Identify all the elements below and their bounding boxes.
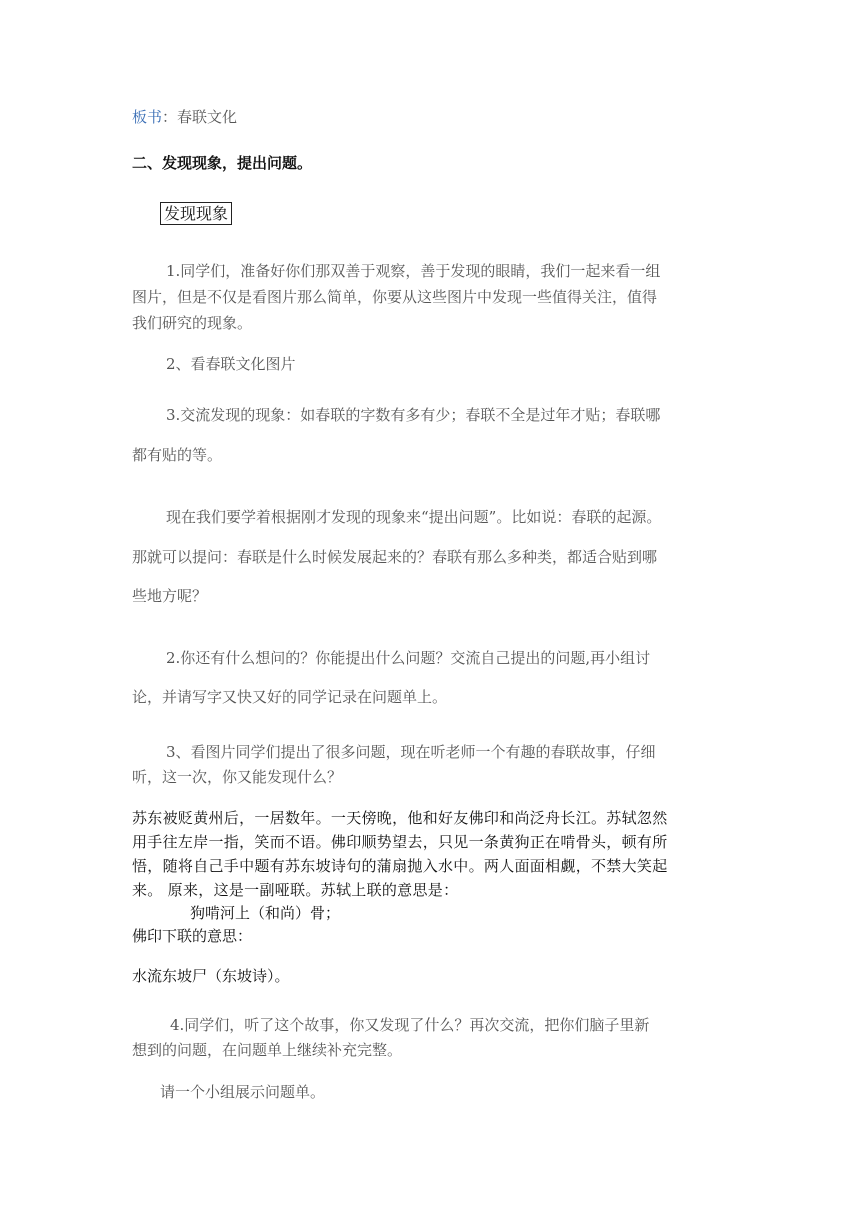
para1-line3: 我们研究的现象。 <box>132 314 253 332</box>
story-line4: 来。 原来，这是一副哑联。苏轼上联的意思是： <box>132 881 459 899</box>
para4-line1: 现在我们要学着根据刚才发现的现象来“提出问题”。比如说：春联的起源。 <box>166 508 662 526</box>
para5-line1: 2.你还有什么想问的？你能提出什么问题？交流自己提出的问题,再小组讨 <box>166 649 651 667</box>
story-line2: 用手往左岸一指，笑而不语。佛印顺势望去，只见一条黄狗正在啃骨头，顿有所 <box>132 833 668 851</box>
para6-line2: 听，这一次，你又能发现什么？ <box>132 768 343 786</box>
story-line3: 悟，随将自己手中题有苏东坡诗句的蒲扇抛入水中。两人面面相觑，不禁大笑起 <box>132 857 668 875</box>
para8: 请一个小组展示问题单。 <box>160 1083 326 1101</box>
para4-line2: 那就可以提问：春联是什么时候发展起来的？春联有那么多种类，都适合贴到哪 <box>132 548 658 566</box>
story-line1: 苏东被贬黄州后，一居数年。一天傍晚，他和好友佛印和尚泛舟长江。苏轼忽然 <box>132 809 668 827</box>
board-value: 春联文化 <box>177 108 238 126</box>
para3-line2: 都有贴的等。 <box>132 446 223 464</box>
para3-line1: 3.交流发现的现象：如春联的字数有多有少；春联不全是过年才贴；春联哪 <box>166 406 661 424</box>
discover-box-wrap <box>160 204 232 224</box>
para7-line2: 想到的问题，在问题单上继续补充完整。 <box>132 1041 403 1059</box>
discover-phenomenon-box: 发现现象 <box>160 202 232 225</box>
para5-line2: 论，并请写字又快又好的同学记录在问题单上。 <box>132 688 448 706</box>
board-label: 板书 <box>132 108 163 126</box>
board-separator: ： <box>162 108 178 126</box>
para4-line3: 些地方呢？ <box>132 587 208 605</box>
para6-line1: 3、看图片同学们提出了很多问题，现在听老师一个有趣的春联故事，仔细 <box>166 743 656 761</box>
story-line6: 佛印下联的意思： <box>132 927 253 945</box>
section-heading: 二、发现现象，提出问题。 <box>132 154 313 172</box>
para7-line1: 4.同学们，听了这个故事，你又发现了什么？再次交流，把你们脑子里新 <box>170 1016 650 1034</box>
para1-line2: 图片，但是不仅是看图片那么简单，你要从这些图片中发现一些值得关注，值得 <box>132 288 658 306</box>
story-upper-couplet: 狗啃河上（和尚）骨； <box>190 904 341 922</box>
story-lower-couplet: 水流东坡尸（东坡诗）。 <box>132 967 290 985</box>
para1-line1: 1.同学们，准备好你们那双善于观察，善于发现的眼睛，我们一起来看一组 <box>166 262 661 280</box>
board-line <box>132 107 237 127</box>
para2: 2、看春联文化图片 <box>166 355 296 373</box>
